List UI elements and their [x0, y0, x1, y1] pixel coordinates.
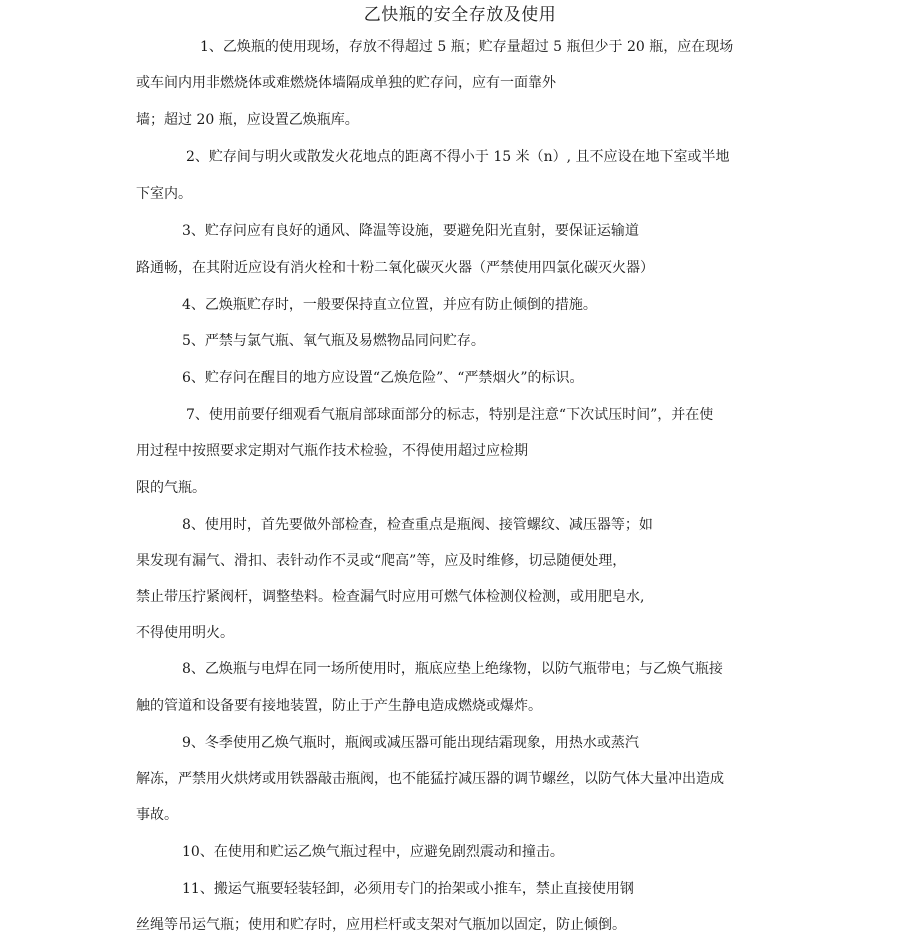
paragraph-3-line-2: 路通畅，在其附近应设有消火栓和十粉二氧化碳灭火器（严禁使用四氯化碳灭火器）: [136, 260, 654, 276]
document-title: 乙快瓶的安全存放及使用: [363, 5, 557, 25]
paragraph-10-line-1: 9、冬季使用乙焕气瓶时，瓶阀或减压器可能出现结霜现象，用热水或蒸汽: [182, 735, 639, 751]
paragraph-12-line-1: 11、搬运气瓶要轻装轻卸，必须用专门的抬架或小推车，禁止直接使用钢: [182, 881, 634, 897]
paragraph-11-line-1: 10、在使用和贮运乙焕气瓶过程中，应避免剧烈震动和撞击。: [182, 844, 564, 860]
paragraph-2-line-2: 下室内。: [136, 186, 192, 202]
paragraph-4-line-1: 4、乙焕瓶贮存时，一般要保持直立位置，并应有防止倾倒的措施。: [182, 297, 597, 313]
paragraph-7-line-3: 限的气瓶。: [136, 480, 206, 496]
paragraph-3-line-1: 3、贮存问应有良好的通风、降温等设施，要避免阳光直射，要保证运输道: [182, 223, 639, 239]
paragraph-9-line-1: 8、乙焕瓶与电焊在同一场所使用时，瓶底应垫上绝缘物，以防气瓶带电；与乙焕气瓶接: [182, 661, 723, 677]
paragraph-1-line-3: 墙；超过 20 瓶，应设置乙焕瓶库。: [136, 112, 359, 128]
paragraph-7-line-1: 7、使用前要仔细观看气瓶肩部球面部分的标志，特别是注意“下次试压时间”，并在使: [186, 407, 714, 423]
paragraph-8-line-1: 8、使用时，首先要做外部检查，检查重点是瓶阀、接管螺纹、减压器等；如: [182, 517, 653, 533]
paragraph-10-line-2: 解冻，严禁用火烘烤或用铁器敲击瓶阀，也不能猛拧减压器的调节螺丝，以防气体大量冲出造成: [136, 771, 724, 787]
paragraph-7-line-2: 用过程中按照要求定期对气瓶作技术检验，不得使用超过应检期: [136, 443, 528, 459]
paragraph-10-line-3: 事故。: [136, 807, 178, 823]
paragraph-1-line-2: 或车间内用非燃烧体或难燃烧体墙隔成单独的贮存问，应有一面靠外: [136, 75, 556, 91]
paragraph-6-line-1: 6、贮存问在醒目的地方应设置“乙焕危险”、“严禁烟火”的标识。: [182, 370, 584, 386]
paragraph-8-line-2: 果发现有漏气、滑扣、表针动作不灵或“爬高”等，应及时维修，切忌随便处理，: [136, 553, 627, 569]
paragraph-5-line-1: 5、严禁与氯气瓶、氧气瓶及易燃物品同问贮存。: [182, 333, 485, 349]
paragraph-2-line-1: 2、贮存间与明火或散发火花地点的距离不得小于 15 米（n）, 且不应设在地下室或半地: [186, 149, 730, 165]
paragraph-8-line-4: 不得使用明火。: [136, 625, 234, 641]
paragraph-1-line-1: 1、乙焕瓶的使用现场，存放不得超过 5 瓶；贮存量超过 5 瓶但少于 20 瓶，应在现场: [200, 39, 734, 55]
paragraph-9-line-2: 触的管道和设备要有接地装置，防止于产生静电造成燃烧或爆炸。: [136, 698, 542, 714]
paragraph-8-line-3: 禁止带压拧紧阀杆，调整垫料。检查漏气时应用可燃气体检测仪检测，或用肥皂水,: [136, 589, 645, 605]
paragraph-12-line-2: 丝绳等吊运气瓶；使用和贮存时，应用栏杆或支架对气瓶加以固定，防止倾倒。: [136, 917, 626, 933]
